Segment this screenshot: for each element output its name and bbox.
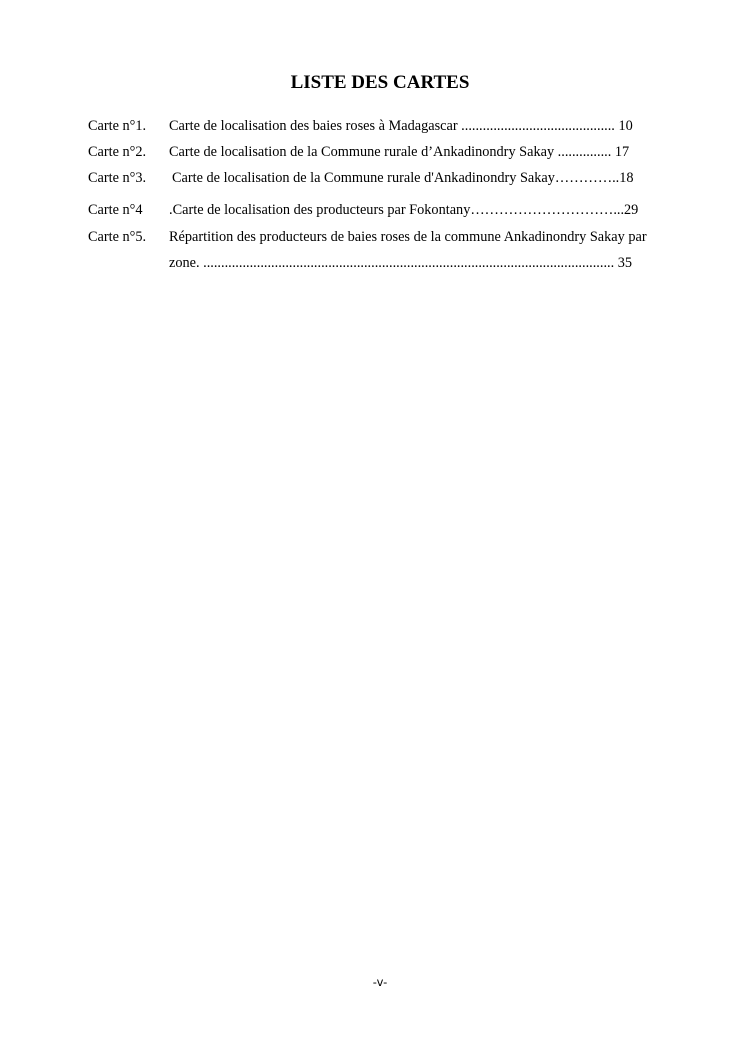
toc-entry-label: Carte n°3. <box>88 170 147 186</box>
toc-entry-label: Carte n°2. <box>88 144 147 160</box>
page-number: -v- <box>372 975 388 989</box>
toc-entry-text: Carte de localisation de la Commune rurale d’Ankadinondry Sakay ............... 17 <box>169 144 630 160</box>
toc-entry-text-continuation: zone. ................................................................................................................... 35 <box>169 255 633 271</box>
toc-entry-text: Carte de localisation de la Commune rurale d'Ankadinondry Sakay…………..18 <box>172 170 634 186</box>
page-title: LISTE DES CARTES <box>290 72 470 93</box>
toc-entry-label: Carte n°5. <box>88 229 147 245</box>
toc-entry-label: Carte n°4 <box>88 202 143 218</box>
toc-entry-text: Répartition des producteurs de baies roses de la commune Ankadinondry Sakay par <box>169 229 647 245</box>
toc-entry-text: .Carte de localisation des producteurs par Fokontany…………………………...29 <box>169 202 639 218</box>
toc-entry-text: Carte de localisation des baies roses à Madagascar ........................................... 10 <box>169 118 633 134</box>
toc-entry-label: Carte n°1. <box>88 118 147 134</box>
